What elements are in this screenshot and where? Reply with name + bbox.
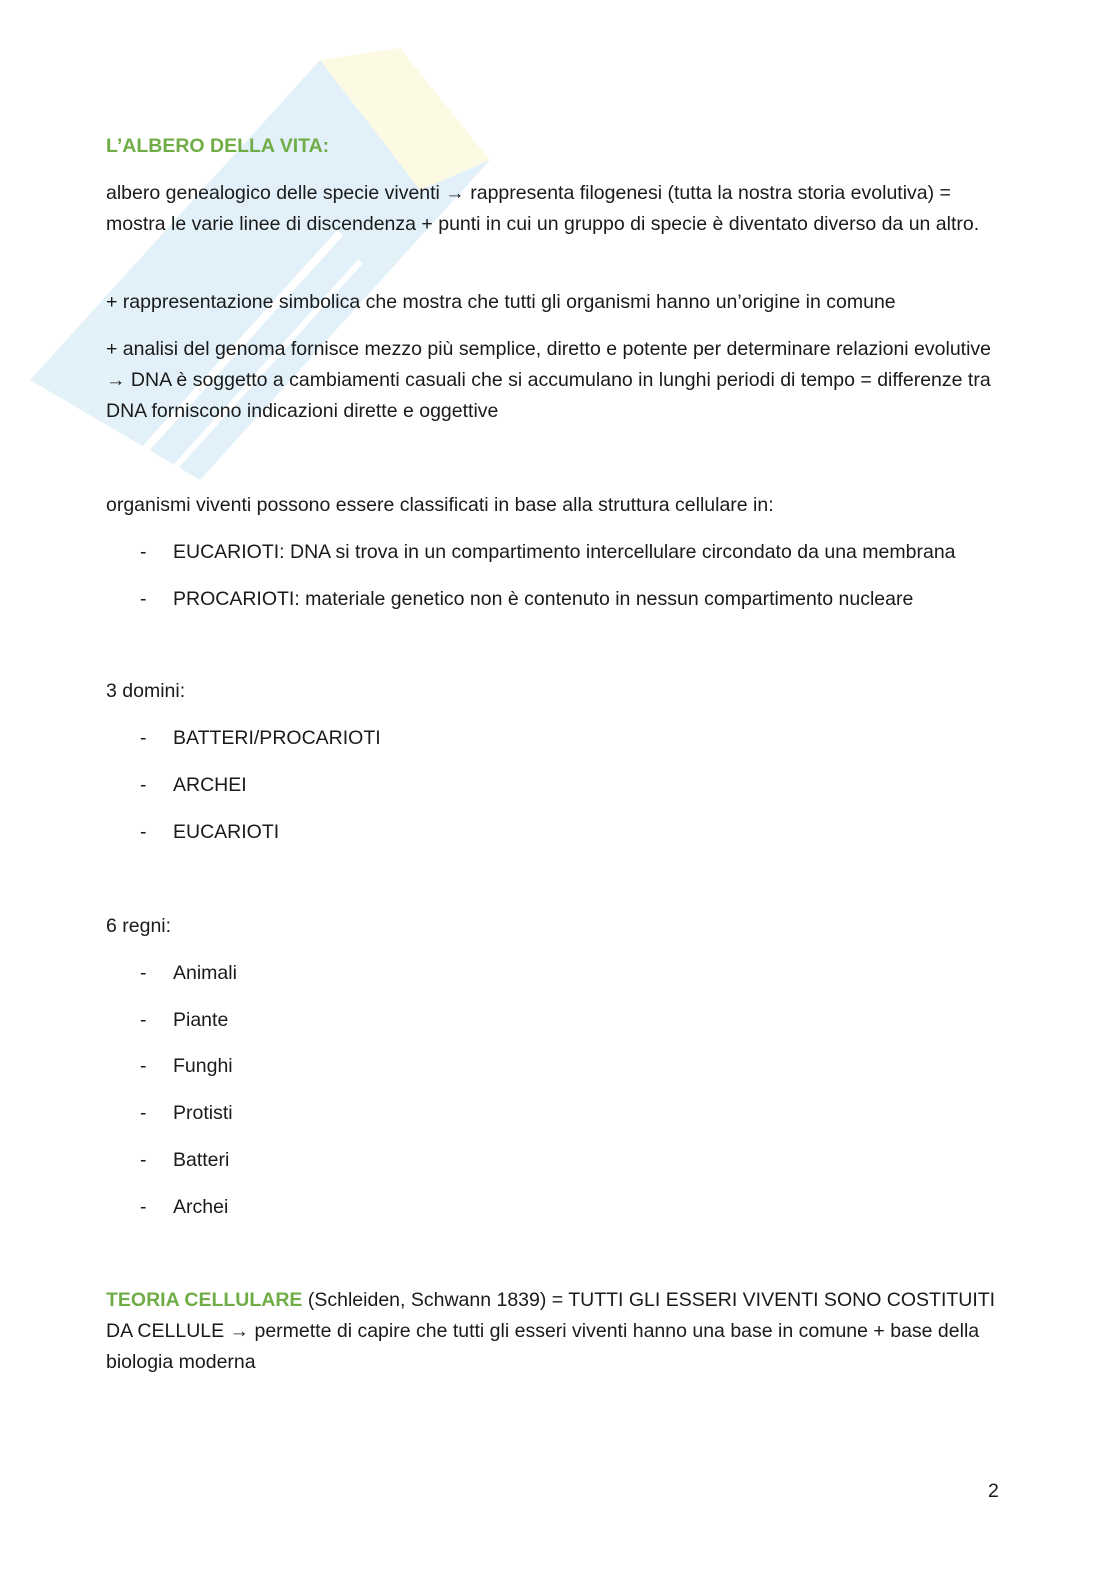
list-dash: - — [140, 774, 147, 796]
list-dash: - — [140, 1009, 147, 1031]
list-item-text: Batteri — [173, 1149, 230, 1171]
list-item-text: PROCARIOTI: materiale genetico non è contenuto in nessun compartimento nucleare — [173, 588, 914, 610]
list-dash: - — [140, 1196, 147, 1218]
list-item-text: BATTERI/PROCARIOTI — [173, 727, 381, 749]
list-item — [140, 723, 381, 754]
paragraph-teoria — [106, 1285, 1006, 1378]
skuola-watermark-logo — [20, 40, 500, 520]
list-item — [140, 584, 913, 615]
list-item-text: Protisti — [173, 1102, 233, 1124]
list-dash: - — [140, 1102, 147, 1124]
list-dash: - — [140, 821, 147, 843]
section-heading-albero: L’ALBERO DELLA VITA: — [106, 135, 330, 157]
list-dash: - — [140, 1055, 147, 1077]
paragraph-albero-1: albero genealogico delle specie viventi → rappresenta filogenesi (tutta la nostra storia evolutiva) = mostra le varie linee di discendenza + punti in cui un gruppo di specie è diventato diverso da un altro. — [106, 182, 980, 235]
paragraph-regni-intro: 6 regni: — [106, 915, 172, 937]
list-dash: - — [140, 588, 147, 610]
list-item-text: EUCARIOTI — [173, 821, 280, 843]
list-item — [140, 537, 956, 568]
page-number: 2 — [988, 1480, 999, 1502]
paragraph-albero-3: + analisi del genoma fornisce mezzo più semplice, diretto e potente per determinare relazioni evolutive → DNA è soggetto a cambiamenti casuali che si accumulano in lunghi periodi di tempo = differenze tra DNA forniscono indicazioni dirette e oggettive — [106, 338, 992, 422]
list-item — [140, 817, 279, 848]
list-item-text: Archei — [173, 1196, 229, 1218]
teoria-text: (Schleiden, Schwann 1839) = TUTTI GLI ESSERI VIVENTI SONO COSTITUITI DA CELLULE → permette di capire che tutti gli esseri viventi hanno una base in comune + base della biologia moderna — [106, 1289, 996, 1373]
list-item — [140, 770, 247, 801]
list-dash: - — [140, 1149, 147, 1171]
list-item — [140, 1192, 228, 1223]
list-item — [140, 1098, 233, 1129]
list-item-text: EUCARIOTI: DNA si trova in un compartimento intercellulare circondato da una membrana — [173, 541, 956, 563]
paragraph-domini-intro: 3 domini: — [106, 680, 186, 702]
list-item — [140, 958, 237, 989]
list-dash: - — [140, 541, 147, 563]
paragraph-albero-2: + rappresentazione simbolica che mostra che tutti gli organismi hanno un’origine in comune — [106, 291, 896, 313]
list-item — [140, 1051, 233, 1082]
list-dash: - — [140, 962, 147, 984]
list-item-text: Funghi — [173, 1055, 233, 1077]
section-heading-teoria: TEORIA CELLULARE — [106, 1289, 303, 1311]
list-item-text: Animali — [173, 962, 237, 984]
list-item-text: ARCHEI — [173, 774, 247, 796]
list-item — [140, 1005, 228, 1036]
list-dash: - — [140, 727, 147, 749]
list-item — [140, 1145, 229, 1176]
paragraph-struttura-intro: organismi viventi possono essere classificati in base alla struttura cellulare in: — [106, 494, 774, 516]
list-item-text: Piante — [173, 1009, 229, 1031]
